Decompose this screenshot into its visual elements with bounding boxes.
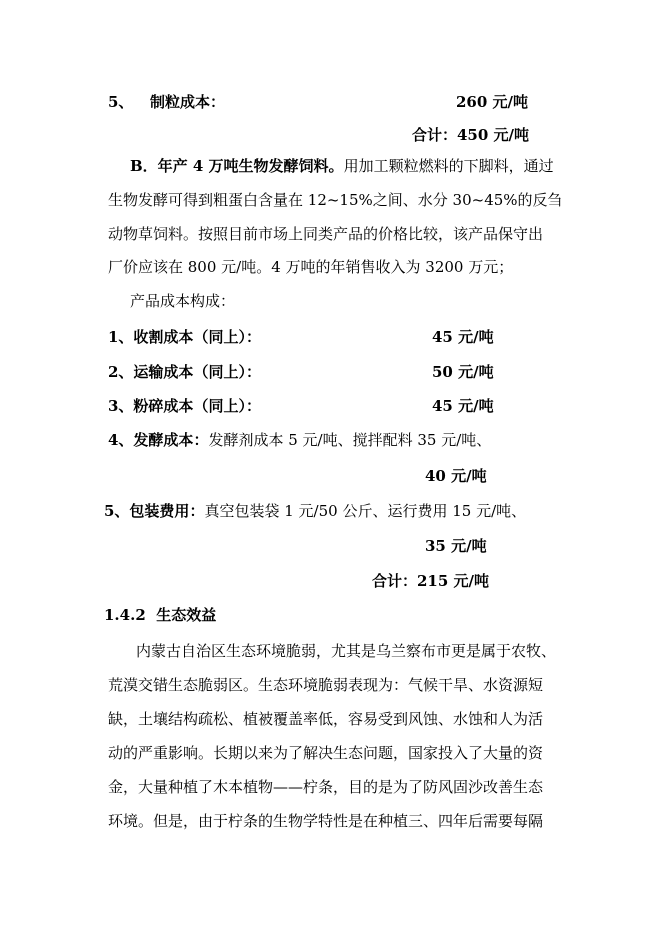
section-142-para-line-3: 缺，土壤结构疏松、植被覆盖率低，容易受到风蚀、水蚀和人为活 — [108, 710, 544, 728]
section-b-heading: B．年产 4 万吨生物发酵饲料。 — [130, 157, 344, 175]
item-5-value: 260 元/吨 — [456, 93, 529, 111]
section-b-para-line-2: 生物发酵可得到粗蛋白含量在 12~15%之间、水分 30~45%的反刍 — [108, 191, 563, 209]
section-b-para-line-3: 动物草饲料。按照目前市场上同类产品的价格比较，该产品保守出 — [108, 225, 544, 243]
section-142-para-line-1: 内蒙古自治区生态环境脆弱，尤其是乌兰察布市更是属于农牧、 — [136, 642, 557, 660]
cost-item-4-label: 4、发酵成本： — [108, 431, 209, 449]
section-142-para-line-6: 环境。但是，由于柠条的生物学特性是在种植三、四年后需要每隔 — [108, 812, 544, 830]
cost-item-5-detail: 真空包装袋 1 元/50 公斤、运行费用 15 元/吨、 — [204, 502, 527, 520]
cost-item-2-label: 2、运输成本（同上）： — [108, 363, 261, 381]
section-142-heading — [104, 605, 216, 625]
composition-intro: 产品成本构成： — [130, 292, 236, 310]
section-b-first-line — [130, 156, 554, 176]
item-5-label: 制粒成本： — [150, 93, 226, 111]
cost-item-5 — [104, 501, 526, 521]
cost-item-4 — [108, 430, 491, 450]
section-142-para-line-5: 金，大量种植了木本植物——柠条，目的是为了防风固沙改善生态 — [108, 778, 544, 796]
cost-item-3-label: 3、粉碎成本（同上）： — [108, 397, 261, 415]
cost-item-1-label: 1、收割成本（同上）： — [108, 328, 261, 346]
section-b-para-line-4: 厂价应该在 800 元/吨。4 万吨的年销售收入为 3200 万元； — [108, 258, 514, 276]
section-142-para-line-4: 动的严重影响。长期以来为了解决生态问题，国家投入了大量的资 — [108, 744, 544, 762]
cost-item-4-value: 40 元/吨 — [425, 467, 487, 485]
item-5-number: 5、 — [108, 93, 134, 111]
cost-item-2-value: 50 元/吨 — [432, 363, 494, 381]
cost-item-5-label: 5、包装费用： — [104, 502, 205, 520]
section-a-total: 合计：450 元/吨 — [412, 126, 530, 144]
cost-item-3-value: 45 元/吨 — [432, 397, 494, 415]
section-b-para-line-1: 用加工颗粒燃料的下脚料，通过 — [343, 157, 554, 175]
cost-item-4-detail: 发酵剂成本 5 元/吨、搅拌配料 35 元/吨、 — [208, 431, 492, 449]
section-142-number: 1.4.2 — [104, 606, 146, 624]
section-142-para-line-2: 荒漠交错生态脆弱区。生态环境脆弱表现为：气候干旱、水资源短 — [108, 676, 544, 694]
section-142-title: 生态效益 — [156, 606, 217, 624]
section-b-total: 合计：215 元/吨 — [372, 572, 490, 590]
cost-item-5-value: 35 元/吨 — [425, 537, 487, 555]
cost-item-1-value: 45 元/吨 — [432, 328, 494, 346]
